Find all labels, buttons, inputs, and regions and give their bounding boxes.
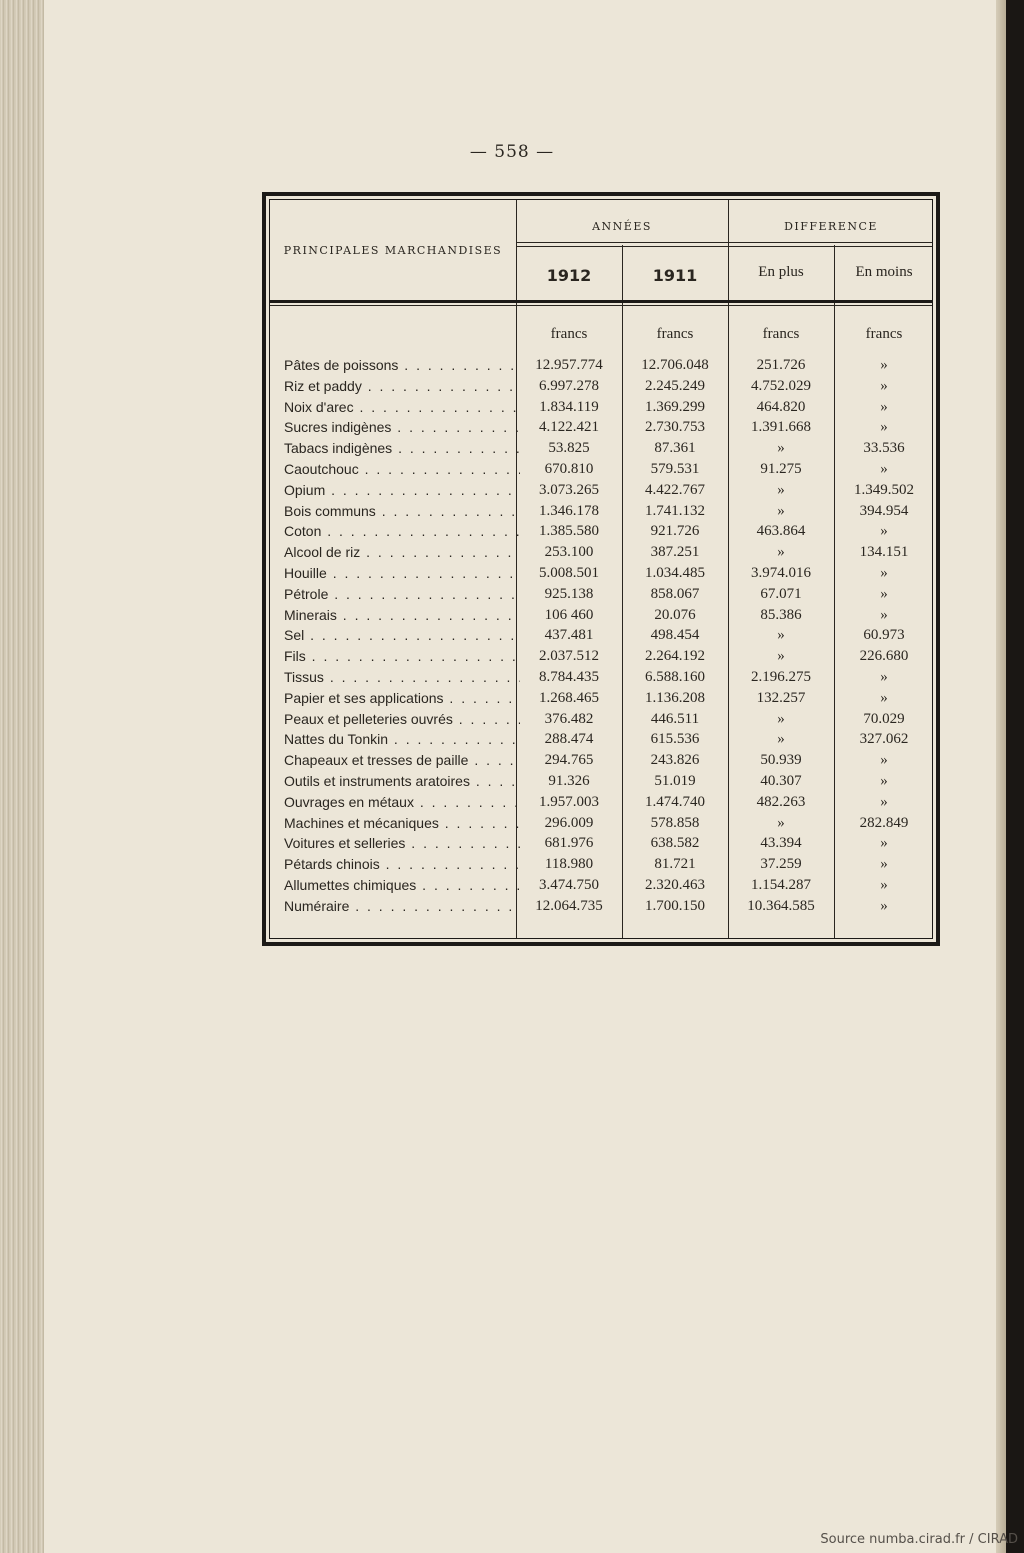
value-en-moins: 394.954 xyxy=(859,502,909,519)
value-en-moins: » xyxy=(880,377,888,394)
value-1911: 615.536 xyxy=(650,731,700,748)
merchandise-table xyxy=(262,192,940,946)
table-row xyxy=(270,750,932,771)
row-label: Houille . . . xyxy=(284,563,520,584)
value-1912: 681.976 xyxy=(544,835,594,852)
header-year-1911: 1911 xyxy=(652,266,698,285)
value-1912: 1.385.580 xyxy=(539,523,599,540)
table-row xyxy=(270,792,932,813)
value-en-plus: 10.364.585 xyxy=(747,897,815,914)
value-en-moins: » xyxy=(880,689,888,706)
table-row xyxy=(270,667,932,688)
value-1912: 296.009 xyxy=(544,814,594,831)
unit-label: francs xyxy=(550,326,588,342)
value-1911: 2.245.249 xyxy=(645,377,705,394)
table-row xyxy=(270,625,932,646)
value-1911: 1.136.208 xyxy=(645,689,705,706)
table-row xyxy=(270,688,932,709)
value-en-moins: » xyxy=(880,669,888,685)
value-1912: 3.073.265 xyxy=(539,481,599,498)
header-principales-marchandises: PRINCIPALES MARCHANDISES xyxy=(283,244,503,257)
value-en-moins: » xyxy=(880,419,888,436)
value-1911: 51.019 xyxy=(654,773,696,789)
value-1911: 1.700.150 xyxy=(645,897,705,914)
row-label: Sucres indigènes . . . xyxy=(284,417,520,438)
row-label: Outils et instruments aratoires . . . xyxy=(284,771,520,792)
value-en-moins: » xyxy=(880,793,888,810)
row-label: Tabacs indigènes . . . xyxy=(284,438,520,459)
value-en-moins: 70.029 xyxy=(863,710,905,727)
row-label: Allumettes chimiques . . . xyxy=(284,875,520,896)
value-1912: 106 460 xyxy=(544,606,594,623)
value-1911: 12.706.048 xyxy=(641,357,709,373)
table-row xyxy=(270,397,932,418)
value-1912: 376.482 xyxy=(544,710,594,727)
value-1912: 1.834.119 xyxy=(539,398,599,415)
value-1911: 498.454 xyxy=(650,627,700,644)
value-1911: 1.369.299 xyxy=(645,398,705,415)
value-1911: 578.858 xyxy=(650,814,700,831)
row-label: Voitures et selleries . . . xyxy=(284,833,520,854)
value-en-plus: 2.196.275 xyxy=(751,669,811,685)
value-en-moins: 33.536 xyxy=(863,440,905,457)
value-1911: 2.264.192 xyxy=(645,648,705,665)
value-1912: 253.100 xyxy=(544,544,594,561)
value-en-plus: » xyxy=(777,731,785,748)
value-en-plus: » xyxy=(777,648,785,665)
row-label: Ouvrages en métaux . . . xyxy=(284,792,520,813)
value-en-plus: 85.386 xyxy=(760,606,802,623)
value-1911: 921.726 xyxy=(650,523,700,540)
value-en-plus: » xyxy=(777,544,785,561)
value-en-plus: 482.263 xyxy=(756,793,806,810)
table-row xyxy=(270,521,932,542)
value-1911: 2.730.753 xyxy=(645,419,705,436)
value-en-plus: 4.752.029 xyxy=(751,377,811,394)
value-en-moins: » xyxy=(880,357,888,373)
value-1912: 1.957.003 xyxy=(539,793,599,810)
row-label: Fils . . . xyxy=(284,646,520,667)
value-en-moins: 60.973 xyxy=(863,627,905,644)
value-1911: 20.076 xyxy=(654,606,696,623)
table-row xyxy=(270,480,932,501)
value-1911: 638.582 xyxy=(650,835,700,852)
value-en-moins: 134.151 xyxy=(859,544,909,561)
header-rule xyxy=(516,246,932,247)
value-en-moins: » xyxy=(880,606,888,623)
value-1911: 858.067 xyxy=(650,585,700,602)
value-en-plus: » xyxy=(777,710,785,727)
table-row xyxy=(270,459,932,480)
value-1912: 294.765 xyxy=(544,752,594,769)
book-page-edges-right xyxy=(996,0,1006,1553)
row-label: Opium . . . xyxy=(284,480,520,501)
value-en-plus: 43.394 xyxy=(760,835,802,852)
row-label: Sel . . . xyxy=(284,625,520,646)
table-row xyxy=(270,438,932,459)
header-difference: DIFFERENCE xyxy=(784,220,878,233)
table-row xyxy=(270,875,932,896)
value-1912: 118.980 xyxy=(544,856,594,873)
value-1912: 3.474.750 xyxy=(539,877,599,893)
value-en-moins: » xyxy=(880,461,888,477)
value-en-moins: 1.349.502 xyxy=(854,481,914,498)
value-1912: 2.037.512 xyxy=(539,648,599,665)
value-en-moins: » xyxy=(880,398,888,415)
value-1912: 91.326 xyxy=(548,773,590,789)
value-en-plus: 463.864 xyxy=(756,523,806,540)
value-1912: 12.064.735 xyxy=(535,897,603,914)
row-label: Riz et paddy . . . xyxy=(284,376,520,397)
value-1912: 288.474 xyxy=(544,731,594,748)
value-en-moins: » xyxy=(880,523,888,540)
value-1911: 87.361 xyxy=(654,440,696,457)
value-1911: 1.034.485 xyxy=(645,565,705,581)
table-row xyxy=(270,896,932,917)
value-1911: 446.511 xyxy=(650,710,700,727)
table-row xyxy=(270,376,932,397)
value-en-plus: 37.259 xyxy=(760,856,802,873)
value-1912: 1.346.178 xyxy=(539,502,599,519)
value-en-plus: 40.307 xyxy=(760,773,802,789)
row-label: Peaux et pelleteries ouvrés . . . xyxy=(284,709,520,730)
table-row xyxy=(270,813,932,834)
table-row xyxy=(270,584,932,605)
value-1911: 387.251 xyxy=(650,544,700,561)
value-en-moins: » xyxy=(880,897,888,914)
row-label: Minerais . . . xyxy=(284,605,520,626)
value-1911: 579.531 xyxy=(650,461,700,477)
value-1912: 8.784.435 xyxy=(539,669,599,685)
value-1912: 5.008.501 xyxy=(539,565,599,581)
table-row xyxy=(270,833,932,854)
row-label: Coton . . . xyxy=(284,521,520,542)
row-label: Nattes du Tonkin . . . xyxy=(284,729,520,750)
header-annees: ANNÉES xyxy=(592,220,652,233)
value-en-moins: 327.062 xyxy=(859,731,909,748)
value-en-plus: 251.726 xyxy=(756,357,806,373)
value-en-moins: » xyxy=(880,585,888,602)
value-en-moins: » xyxy=(880,752,888,769)
row-label: Alcool de riz . . . xyxy=(284,542,520,563)
value-en-plus: 1.391.668 xyxy=(751,419,811,436)
value-1912: 1.268.465 xyxy=(539,689,599,706)
row-label: Pétards chinois . . . xyxy=(284,854,520,875)
book-page-edges-left xyxy=(0,0,44,1553)
table-row xyxy=(270,771,932,792)
value-1911: 243.826 xyxy=(650,752,700,769)
table-row xyxy=(270,605,932,626)
value-1912: 53.825 xyxy=(548,440,590,457)
value-en-moins: » xyxy=(880,856,888,873)
header-rule xyxy=(516,242,932,243)
table-row xyxy=(270,501,932,522)
value-en-moins: » xyxy=(880,877,888,893)
value-1912: 12.957.774 xyxy=(535,357,603,373)
value-1911: 81.721 xyxy=(654,856,696,873)
value-en-plus: 132.257 xyxy=(756,689,806,706)
value-en-plus: 3.974.016 xyxy=(751,565,811,581)
unit-label: francs xyxy=(656,326,694,342)
row-label: Tissus . . . xyxy=(284,667,520,688)
value-1911: 1.474.740 xyxy=(645,793,705,810)
unit-label: francs xyxy=(762,326,800,342)
value-1912: 925.138 xyxy=(544,585,594,602)
table-row xyxy=(270,417,932,438)
header-en-moins: En moins xyxy=(855,264,913,280)
table-row xyxy=(270,542,932,563)
value-en-plus: » xyxy=(777,814,785,831)
row-label: Numéraire . . . xyxy=(284,896,520,917)
page-number: — 558 — xyxy=(469,142,555,162)
table-row xyxy=(270,355,932,376)
row-label: Bois communs . . . xyxy=(284,501,520,522)
value-en-plus: » xyxy=(777,440,785,457)
value-en-moins: 226.680 xyxy=(859,648,909,665)
table-row xyxy=(270,854,932,875)
row-label: Machines et mécaniques . . . xyxy=(284,813,520,834)
value-1911: 6.588.160 xyxy=(645,669,705,685)
value-en-plus: 91.275 xyxy=(760,461,802,477)
source-credit: Source numba.cirad.fr / CIRAD xyxy=(820,1532,1018,1547)
row-label: Chapeaux et tresses de paille . . . xyxy=(284,750,520,771)
scan-border-right xyxy=(1006,0,1024,1553)
value-en-plus: 1.154.287 xyxy=(751,877,811,893)
value-en-moins: » xyxy=(880,835,888,852)
unit-label: francs xyxy=(865,326,903,342)
header-en-plus: En plus xyxy=(758,264,804,280)
header-bottom-rule xyxy=(270,305,932,306)
table-row xyxy=(270,709,932,730)
value-1911: 2.320.463 xyxy=(645,877,705,893)
row-label: Pâtes de poissons . . . xyxy=(284,355,520,376)
row-label: Pétrole . . . xyxy=(284,584,520,605)
value-en-plus: » xyxy=(777,502,785,519)
header-bottom-rule xyxy=(270,300,932,303)
value-en-plus: » xyxy=(777,627,785,644)
row-label: Caoutchouc . . . xyxy=(284,459,520,480)
table-row xyxy=(270,563,932,584)
table-row xyxy=(270,646,932,667)
value-1912: 4.122.421 xyxy=(539,419,599,436)
value-en-plus: 464.820 xyxy=(756,398,806,415)
value-en-plus: » xyxy=(777,481,785,498)
value-1911: 4.422.767 xyxy=(645,481,705,498)
value-en-moins: » xyxy=(880,565,888,581)
header-year-1912: 1912 xyxy=(546,266,592,285)
value-en-moins: 282.849 xyxy=(859,814,909,831)
value-1911: 1.741.132 xyxy=(645,502,705,519)
row-label: Noix d'arec . . . xyxy=(284,397,520,418)
value-1912: 670.810 xyxy=(544,461,594,477)
value-en-moins: » xyxy=(880,773,888,789)
value-en-plus: 50.939 xyxy=(760,752,802,769)
value-en-plus: 67.071 xyxy=(760,585,802,602)
table-inner-border xyxy=(269,199,933,939)
row-label: Papier et ses applications . . . xyxy=(284,688,520,709)
value-1912: 6.997.278 xyxy=(539,377,599,394)
value-1912: 437.481 xyxy=(544,627,594,644)
table-row xyxy=(270,729,932,750)
